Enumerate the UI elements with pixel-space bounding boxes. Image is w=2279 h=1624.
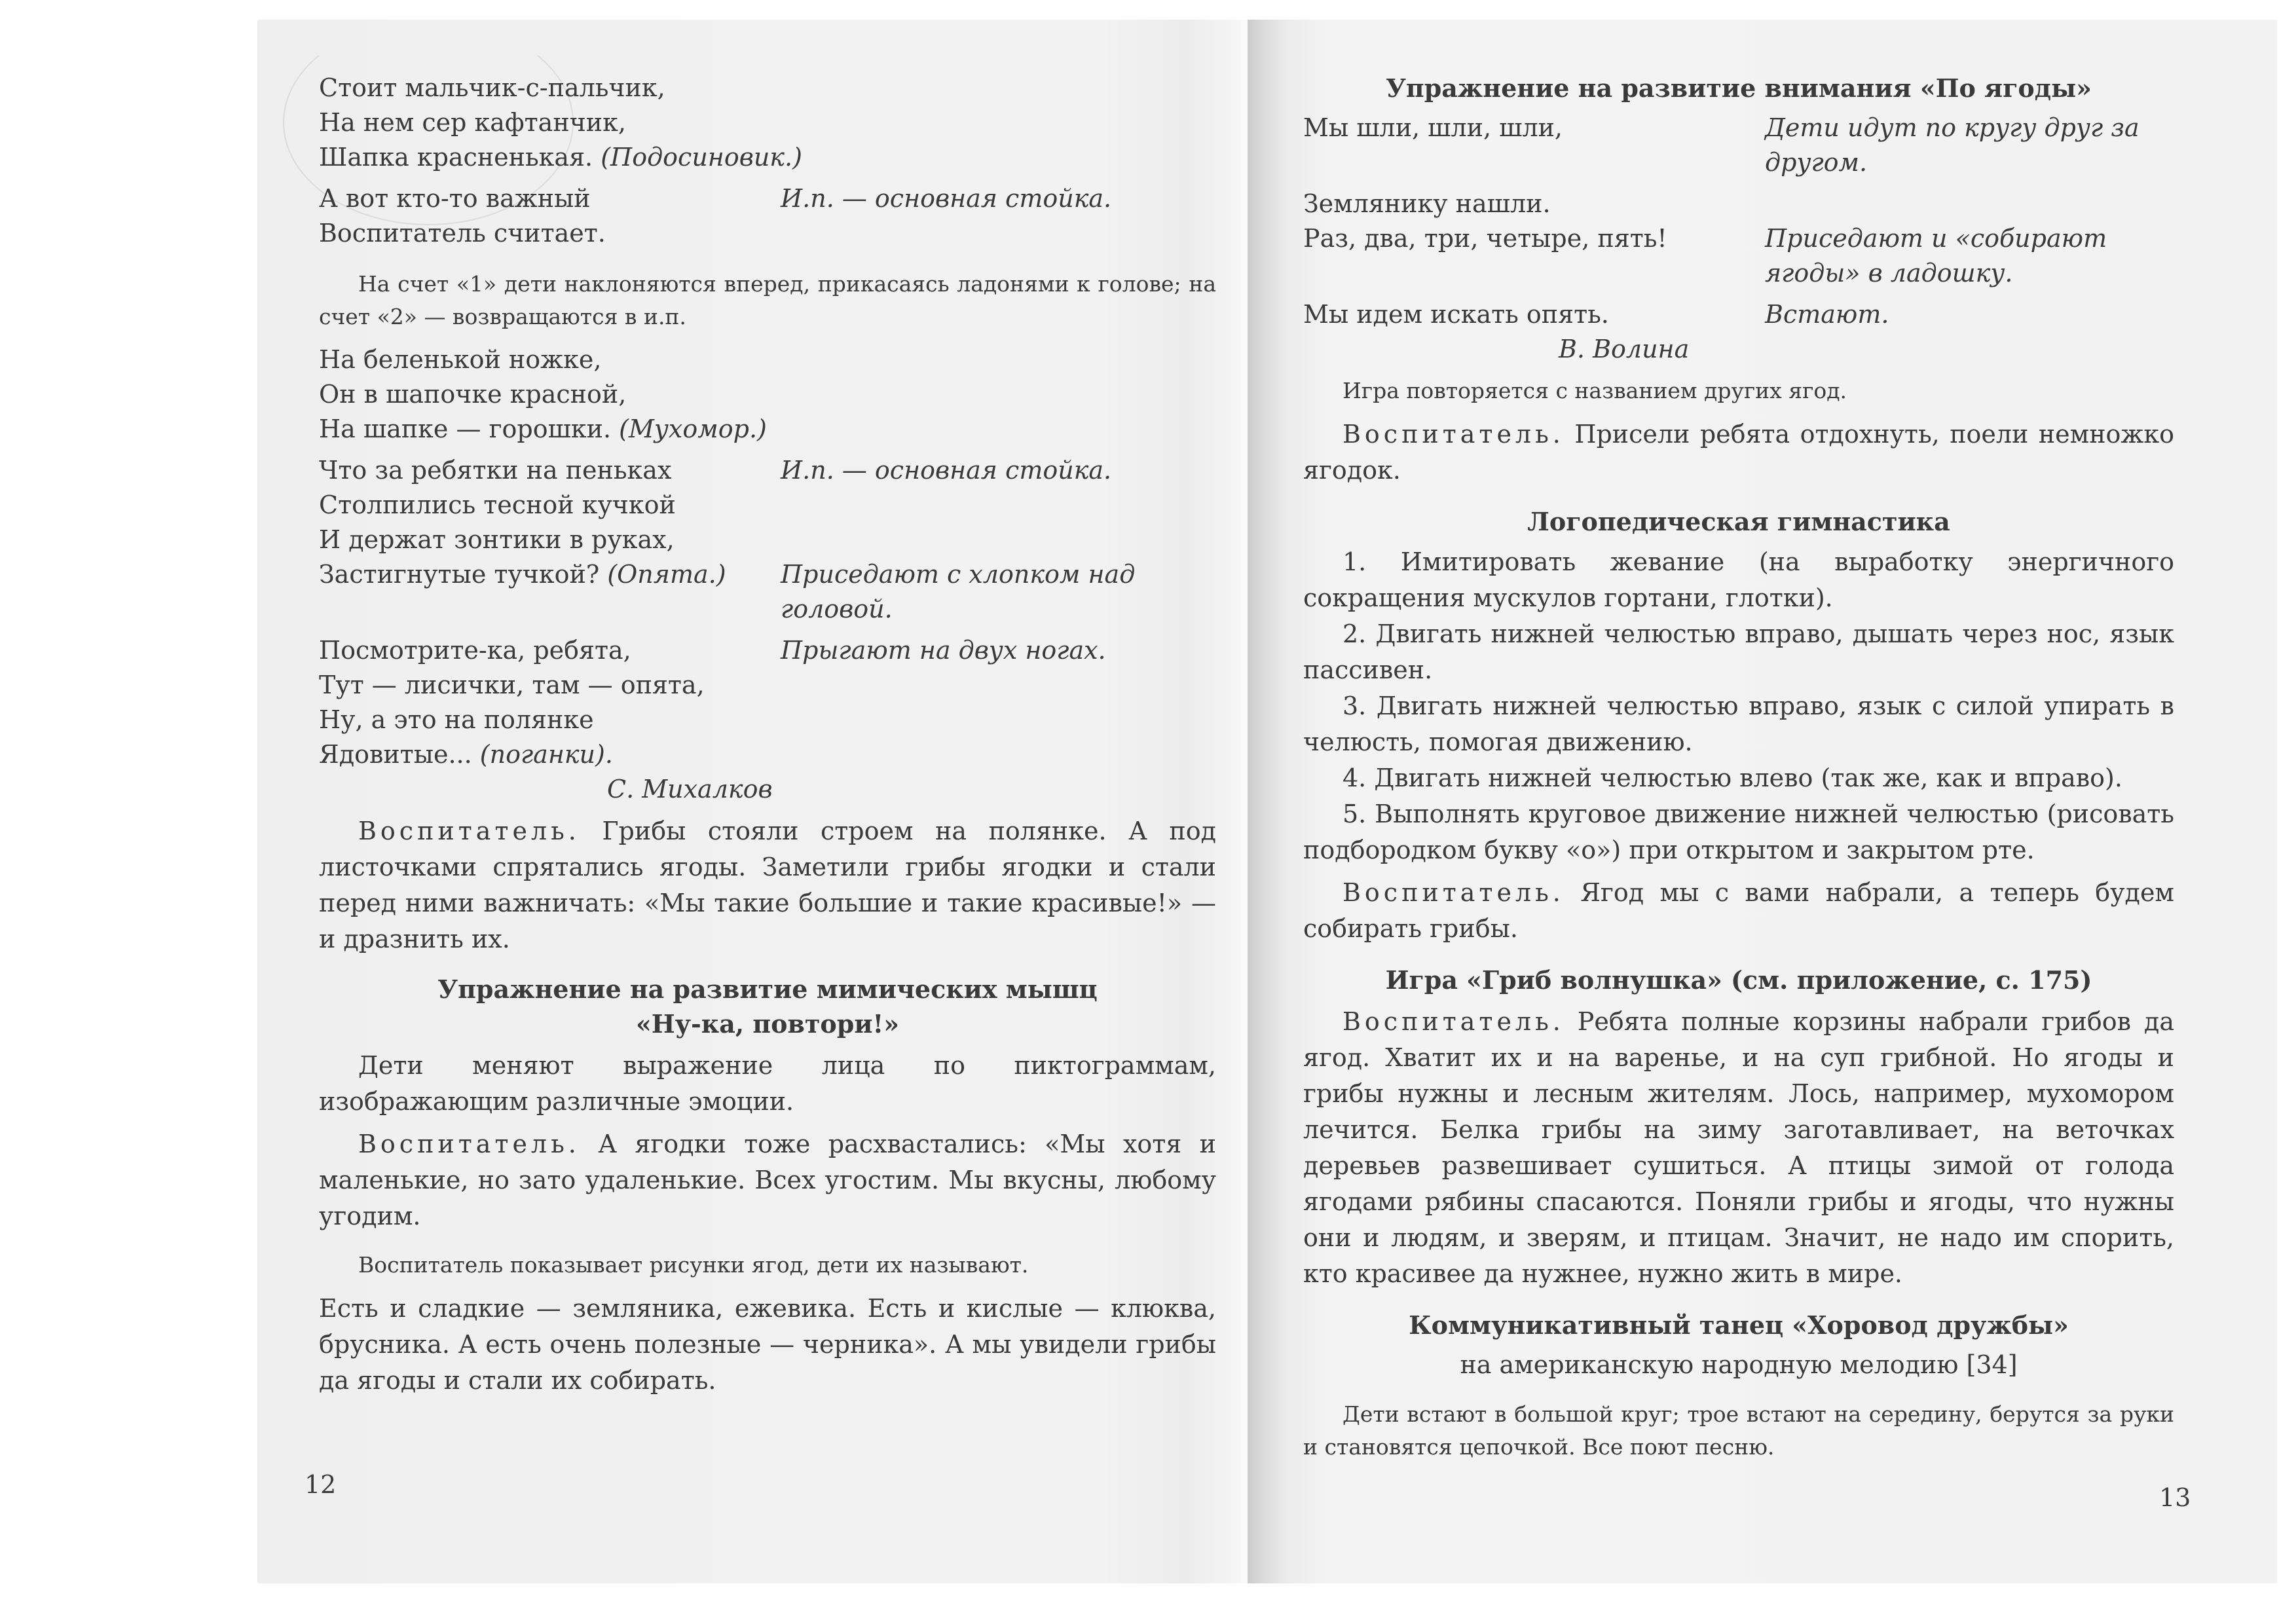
- exercise-action: И.п. — основная стойка.: [781, 184, 1112, 213]
- exercise-item: 4. Двигать нижней челюстью влево (так же, как и вправо).: [1343, 764, 2122, 792]
- riddle-mukhomor: [319, 342, 1216, 447]
- verse-line: Тут — лисички, там — опята,: [319, 671, 705, 699]
- verse-line: Стоит мальчик-с-пальчик,: [319, 73, 665, 102]
- section-heading: Коммуникативный танец «Хоровод дружбы»: [1409, 1310, 2069, 1340]
- section-heading: Упражнение на развитие внимания «По ягоды»: [1386, 73, 2092, 103]
- counting-verse: [319, 181, 1216, 251]
- verse-line: На шапке — горошки.: [319, 415, 612, 443]
- exercise-action: Встают.: [1765, 300, 1889, 329]
- verse-line: Что за ребятки на пеньках: [319, 456, 672, 485]
- poem-author: С. Михалков: [607, 775, 773, 803]
- section-heading: [319, 972, 1216, 1041]
- exercise-item: 2. Двигать нижней челюстью вправо, дышать через нос, язык пассивен.: [1303, 619, 2174, 684]
- paragraph-text: Грибы стояли строем на полянке. А под листочками спрятались ягоды. Заметили грибы ягодки и стали перед ними важничать: «Мы такие большие и такие красивые!» — и дразнить их.: [319, 817, 1216, 953]
- riddle-podosinovik: [319, 71, 1216, 175]
- right-page-text: [1303, 71, 2174, 1473]
- left-page-text: [319, 71, 1216, 1405]
- verse-line: И держат зонтики в руках,: [319, 525, 675, 554]
- heading-line: «Ну-ка, повтори!»: [636, 1009, 899, 1039]
- speaker-label: Воспитатель.: [1343, 420, 1565, 449]
- exercise-verse: [1303, 111, 2174, 180]
- verse-line: Застигнутые тучкой?: [319, 560, 600, 589]
- verse-line: Шапка красненькая.: [319, 143, 593, 172]
- verse-line: Посмотрите-ка, ребята,: [319, 636, 631, 665]
- paragraph-text: Ребята полные корзины набрали грибов да ягод. Хватит их и на варенье, и на суп грибной. Но ягоды и грибы нужны и лесным жителям. Лось, например, мухомором лечится. Белка грибы на зиму заготавливает, на веточках деревьев развешивает сушиться. А птицы зимой от голода ягодами рябины спасаются. Поняли грибы и ягоды, что нужны они и людям, и зверям, и птицам. Значит, не надо им спорить, кто красивее да нужнее, нужно жить в мире.: [1303, 1007, 2174, 1288]
- exercise-item: 1. Имитировать жевание (на выработку энергичного сокращения мускулов гортани, глотки).: [1303, 547, 2174, 612]
- verse-line: Ядовитые...: [319, 740, 472, 769]
- riddle-answer: (Опята.): [607, 560, 726, 589]
- exercise-item: 5. Выполнять круговое движение нижней челюстью (рисовать подбородком букву «о») при открытом и закрытом рте.: [1303, 800, 2174, 864]
- book-gutter: [1241, 20, 1248, 1583]
- instruction-text: Воспитатель показывает рисунки ягод, дети их называют.: [358, 1252, 1029, 1278]
- exercise-item: 3. Двигать нижней челюстью вправо, язык с силой упирать в челюсть, помогая движению.: [1303, 692, 2174, 756]
- exercise-verse: [1303, 297, 2174, 367]
- exercise-verse: [1303, 187, 2174, 291]
- paragraph-text: А ягодки тоже расхвастались: «Мы хотя и маленькие, но зато удаленькие. Всех угостим. Мы вкусны, любому угодим.: [319, 1130, 1216, 1230]
- paragraph: Есть и сладкие — земляника, ежевика. Есть и кислые — клюква, брусника. А есть очень полезные — черника». А мы увидели грибы да ягоды и стали их собирать.: [319, 1294, 1216, 1395]
- section-subheading: на американскую народную мелодию [34]: [1460, 1350, 2018, 1379]
- verse-line: А вот кто-то важный: [319, 184, 591, 213]
- paragraph-text: Присели ребята отдохнуть, поели немножко ягодок.: [1303, 420, 2174, 485]
- riddle-answer: (Мухомор.): [619, 415, 767, 443]
- verse-line: Ну, а это на полянке: [319, 705, 594, 734]
- poem-author: В. Волина: [1559, 335, 1690, 363]
- section-heading: Игра «Гриб волнушка» (см. приложение, с. 175): [1385, 965, 2092, 995]
- page-number-left: 12: [305, 1470, 337, 1499]
- speaker-label: Воспитатель.: [1343, 878, 1565, 907]
- verse-line: Раз, два, три, четыре, пять!: [1303, 224, 1667, 253]
- riddle-answer: (поганки).: [479, 740, 613, 769]
- verse-line: Воспитатель считает.: [319, 219, 606, 248]
- speaker-label: Воспитатель.: [358, 1130, 580, 1158]
- paragraph: [319, 813, 1216, 957]
- paragraph: Дети меняют выражение лица по пиктограммам, изображающим различные эмоции.: [319, 1051, 1216, 1116]
- verse-line: Мы идем искать опять.: [1303, 300, 1609, 329]
- paragraph: [1303, 875, 2174, 947]
- paragraph-text: Ягод мы с вами набрали, а теперь будем собирать грибы.: [1303, 878, 2174, 943]
- instruction-text: Игра повторяется с названием других ягод.: [1343, 378, 1847, 403]
- verse-line: Он в шапочке красной,: [319, 380, 627, 409]
- riddle-opyata: [319, 453, 1216, 627]
- speaker-label: Воспитатель.: [358, 817, 580, 845]
- exercise-action: И.п. — основная стойка.: [781, 456, 1112, 485]
- paragraph: [1303, 1004, 2174, 1292]
- heading-line: Упражнение на развитие мимических мышц: [437, 974, 1098, 1004]
- verse-line: Мы шли, шли, шли,: [1303, 113, 1563, 142]
- paragraph: [319, 1126, 1216, 1234]
- exercise-action: Дети идут по кругу друг за другом.: [1765, 113, 2140, 177]
- verse-line: Столпились тесной кучкой: [319, 490, 676, 519]
- exercise-action: Приседают с хлопком над головой.: [781, 560, 1136, 623]
- verse-line: Землянику нашли.: [1303, 189, 1551, 218]
- instruction-text: Дети встают в большой круг; трое встают на середину, берутся за руки и становятся цепочкой. Все поют песню.: [1303, 1401, 2174, 1460]
- section-heading: Логопедическая гимнастика: [1527, 507, 1950, 536]
- verse-line: На нем сер кафтанчик,: [319, 108, 626, 137]
- verse-poganki: [319, 633, 1216, 807]
- instruction-text: На счет «1» дети наклоняются вперед, прикасаясь ладонями к голове; на счет «2» — возвращаются в и.п.: [319, 271, 1216, 329]
- exercise-list: [1303, 544, 2174, 868]
- speaker-label: Воспитатель.: [1343, 1007, 1565, 1036]
- exercise-action: Приседают и «собирают ягоды» в ладошку.: [1765, 224, 2107, 287]
- exercise-action: Прыгают на двух ногах.: [781, 636, 1106, 665]
- verse-line: На беленькой ножке,: [319, 345, 602, 374]
- paragraph: [1303, 416, 2174, 489]
- riddle-answer: (Подосиновик.): [601, 143, 802, 172]
- page-number-right: 13: [2159, 1483, 2191, 1512]
